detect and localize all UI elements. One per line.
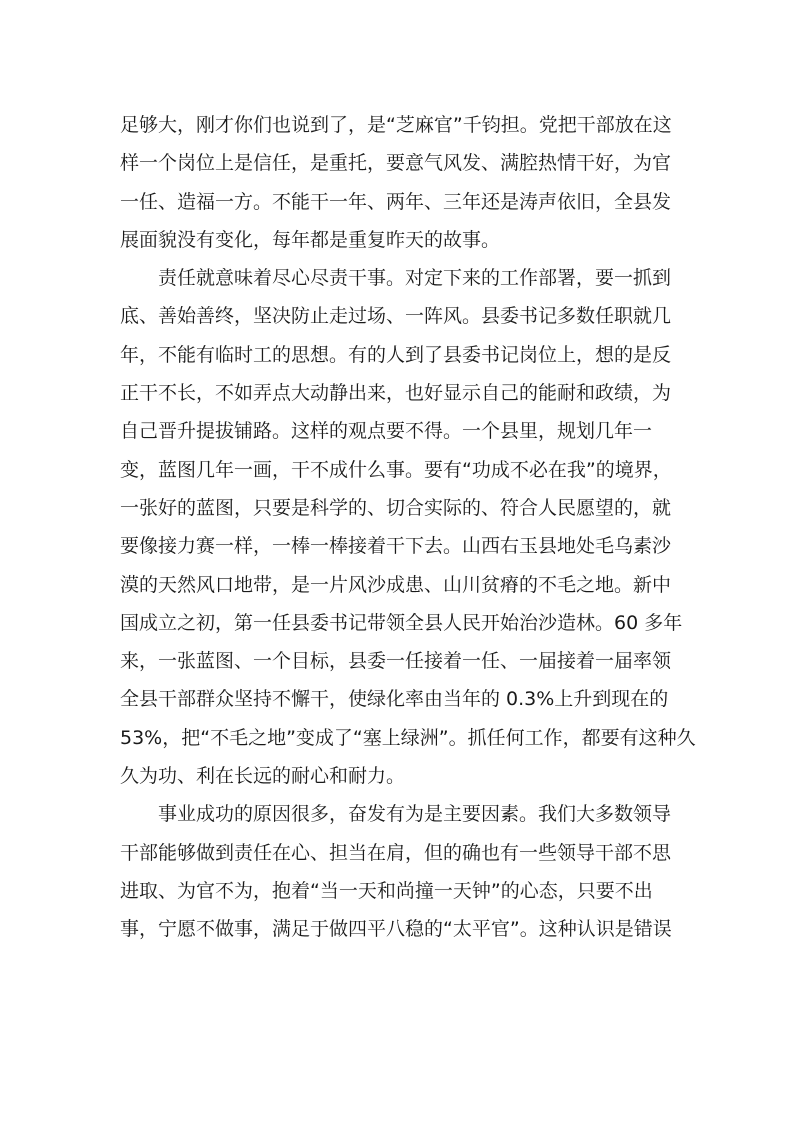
paragraph-first-line: 责任就意味着尽心尽责干事。对定下来的工作部署，要一抓到 <box>158 267 672 290</box>
text-line: 久为功、利在长远的耐心和耐力。 <box>120 765 406 788</box>
text-line: 漠的天然风口地带，是一片风沙成患、山川贫瘠的不毛之地。新中 <box>120 573 672 596</box>
text-line: 53%，把“不毛之地”变成了“塞上绿洲”。抓任何工作，都要有这种久 <box>120 726 696 749</box>
text-line: 底、善始善终，坚决防止走过场、一阵风。县委书记多数任职就几 <box>120 305 672 328</box>
text-line: 进取、为官不为，抱着“当一天和尚撞一天钟”的心态，只要不出 <box>120 879 653 902</box>
text-line: 事，宁愿不做事，满足于做四平八稳的“太平官”。这种认识是错误 <box>120 918 672 941</box>
text-line: 全县干部群众坚持不懈干，使绿化率由当年的 0.3%上升到现在的 <box>120 688 669 711</box>
text-line: 变，蓝图几年一画，干不成什么事。要有“功成不必在我”的境界， <box>120 458 672 481</box>
text-line: 年，不能有临时工的思想。有的人到了县委书记岗位上，想的是反 <box>120 343 672 366</box>
text-line: 来，一张蓝图、一个目标，县委一任接着一任、一届接着一届率领 <box>120 650 672 673</box>
text-line: 国成立之初，第一任县委书记带领全县人民开始治沙造林。60 多年 <box>120 611 683 634</box>
text-line: 展面貌没有变化，每年都是重复昨天的故事。 <box>120 228 501 251</box>
text-line: 要像接力赛一样，一棒一棒接着干下去。山西右玉县地处毛乌素沙 <box>120 535 672 558</box>
paragraph-first-line: 事业成功的原因很多，奋发有为是主要因素。我们大多数领导 <box>158 803 672 826</box>
text-line: 样一个岗位上是信任，是重托，要意气风发、满腔热情干好，为官 <box>120 152 672 175</box>
text-line: 足够大，刚才你们也说到了，是“芝麻官”千钧担。党把干部放在这 <box>120 114 672 136</box>
body-text <box>120 106 696 949</box>
text-line: 正干不长，不如弄点大动静出来，也好显示自己的能耐和政绩，为 <box>120 382 672 405</box>
text-line: 干部能够做到责任在心、担当在肩，但的确也有一些领导干部不思 <box>120 841 672 864</box>
text-line: 一张好的蓝图，只要是科学的、切合实际的、符合人民愿望的，就 <box>120 496 672 519</box>
text-line: 一任、造福一方。不能干一年、两年、三年还是涛声依旧，全县发 <box>120 190 672 213</box>
text-line: 自己晋升提拔铺路。这样的观点要不得。一个县里，规划几年一 <box>120 420 653 443</box>
